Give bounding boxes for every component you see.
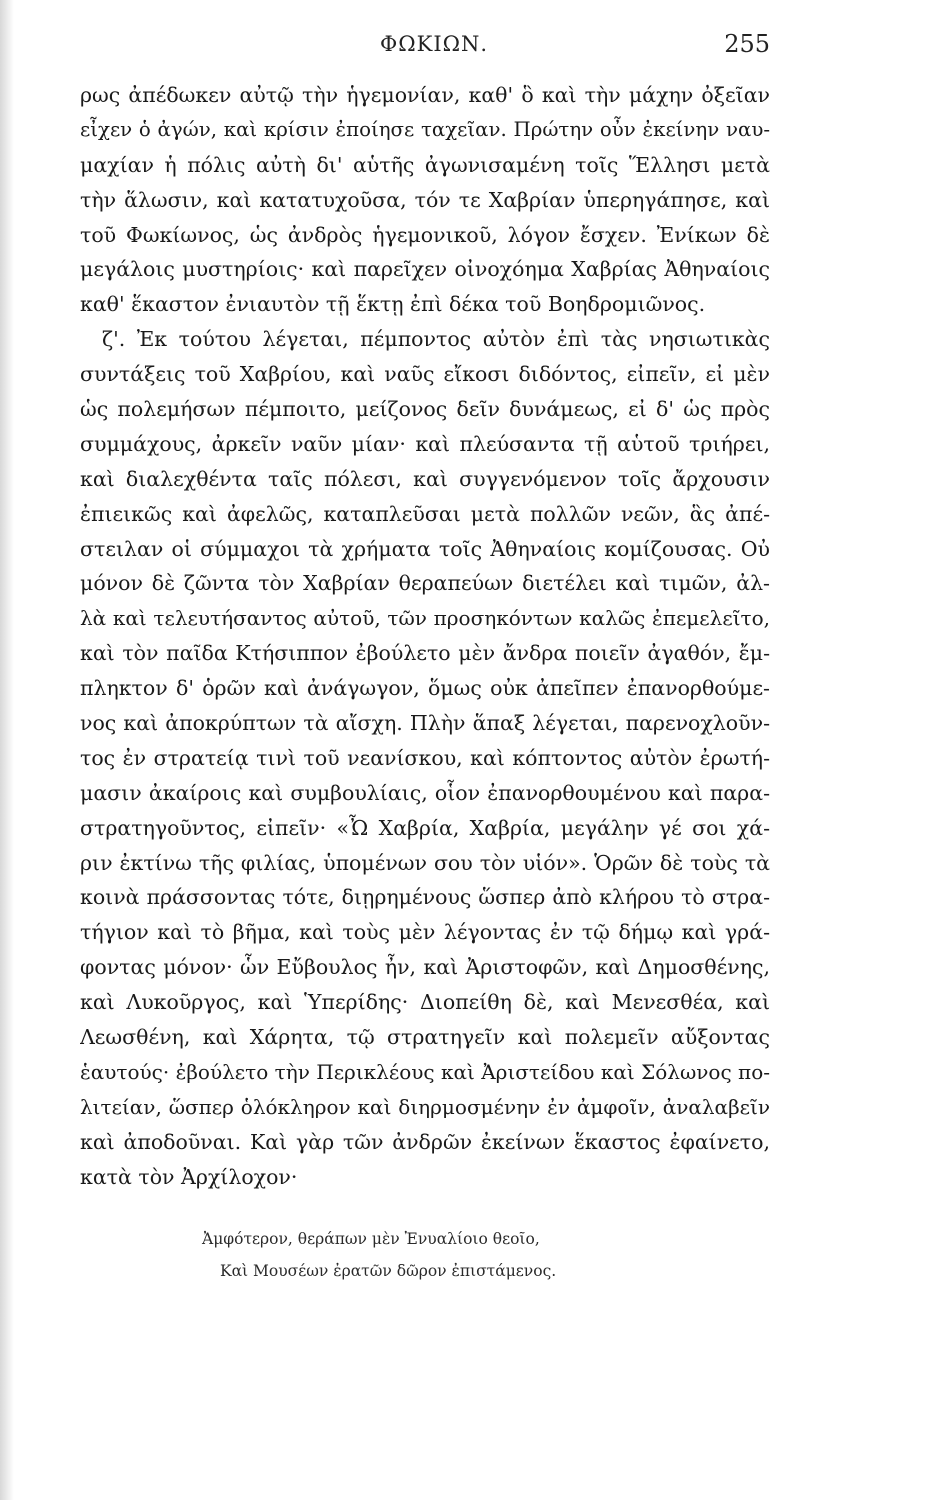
text-line: μόνον δὲ ζῶντα τὸν Χαβρίαν θεραπεύων διετέλει καὶ τιμῶν, ἀλ- xyxy=(80,571,770,596)
text-line: ὡς πολεμήσων πέμποιτο, μείζονος δεῖν δυνάμεως, εἰ δ' ὡς πρὸς xyxy=(80,397,770,422)
text-line: μαχίαν ἡ πόλις αὐτὴ δι' αὑτῆς ἀγωνισαμένη τοῖς Ἕλλησι μετὰ xyxy=(80,152,770,177)
text-line: λιτείαν, ὥσπερ ὁλόκληρον καὶ διηρμοσμένην ἐν ἀμφοῖν, ἀναλαβεῖν xyxy=(80,1094,770,1119)
text-line: λὰ καὶ τελευτήσαντος αὐτοῦ, τῶν προσηκόντων καλῶς ἐπεμελεῖτο, xyxy=(80,606,770,631)
text-line: καὶ τὸν παῖδα Κτήσιππον ἐβούλετο μὲν ἄνδρα ποιεῖν ἀγαθόν, ἔμ- xyxy=(80,641,770,666)
text-line: τοῦ Φωκίωνος, ὡς ἀνδρὸς ἡγεμονικοῦ, λόγον ἔσχεν. Ἐνίκων δὲ xyxy=(80,222,770,247)
verse-line: Καὶ Μουσέων ἐρατῶν δῶρον ἐπιστάμενος. xyxy=(220,1262,557,1280)
text-line: καθ' ἕκαστον ἐνιαυτὸν τῇ ἕκτῃ ἐπὶ δέκα τοῦ Βοηδρομιῶνος. xyxy=(80,292,706,317)
text-line: ἑαυτούς· ἐβούλετο τὴν Περικλέους καὶ Ἀριστείδου καὶ Σόλωνος πο- xyxy=(80,1059,770,1084)
text-line: εἶχεν ὁ ἀγών, καὶ κρίσιν ἐποίησε ταχεῖαν. Πρώτην οὖν ἐκείνην ναυ- xyxy=(80,117,770,141)
text-line: ριν ἐκτίνω τῆς φιλίας, ὑπομένων σου τὸν υἱόν». Ὁρῶν δὲ τοὺς τὰ xyxy=(80,850,770,875)
text-line: ρως ἀπέδωκεν αὐτῷ τὴν ἡγεμονίαν, καθ' ὃ καὶ τὴν μάχην ὀξεῖαν xyxy=(80,83,770,107)
text-line: συμμάχους, ἀρκεῖν ναῦν μίαν· καὶ πλεύσαντα τῇ αὑτοῦ τριήρει, xyxy=(80,431,770,456)
text-line: καὶ διαλεχθέντα ταῖς πόλεσι, καὶ συγγενόμενον τοῖς ἄρχουσιν xyxy=(80,466,770,491)
running-head xyxy=(80,32,770,66)
running-title: ΦΩΚΙΩΝ. xyxy=(380,32,489,56)
text-line: συντάξεις τοῦ Χαβρίου, καὶ ναῦς εἴκοσι διδόντος, εἰπεῖν, εἰ μὲν xyxy=(80,362,770,387)
text-line: μεγάλοις μυστηρίοις· καὶ παρεῖχεν οἰνοχόημα Χαβρίας Ἀθηναίοις xyxy=(80,257,770,282)
text-line: στειλαν οἱ σύμμαχοι τὰ χρήματα τοῖς Ἀθηναίοις κομίζουσας. Οὐ xyxy=(80,536,770,561)
text-line: ἐπιεικῶς καὶ ἀφελῶς, καταπλεῦσαι μετὰ πολλῶν νεῶν, ἃς ἀπέ- xyxy=(80,501,770,526)
text-line: καὶ ἀποδοῦναι. Καὶ γὰρ τῶν ἀνδρῶν ἐκείνων ἕκαστος ἐφαίνετο, xyxy=(80,1129,770,1154)
text-line: Λεωσθένη, καὶ Χάρητα, τῷ στρατηγεῖν καὶ πολεμεῖν αὔξοντας xyxy=(80,1025,770,1050)
text-line: κοινὰ πράσσοντας τότε, διῃρημένους ὥσπερ ἀπὸ κλήρου τὸ στρα- xyxy=(80,885,770,910)
text-line: πληκτον δ' ὁρῶν καὶ ἀνάγωγον, ὅμως οὐκ ἀπεῖπεν ἐπανορθούμε- xyxy=(80,676,770,701)
text-line: καὶ Λυκοῦργος, καὶ Ὑπερίδης· Διοπείθη δὲ, καὶ Μενεσθέα, καὶ xyxy=(80,990,770,1015)
text-line: τὴν ἅλωσιν, καὶ κατατυχοῦσα, τόν τε Χαβρίαν ὑπερηγάπησε, καὶ xyxy=(80,187,770,212)
text-line: μασιν ἀκαίροις καὶ συμβουλίαις, οἷον ἐπανορθουμένου καὶ παρα- xyxy=(80,780,770,805)
text-line: τήγιον καὶ τὸ βῆμα, καὶ τοὺς μὲν λέγοντας ἐν τῷ δήμῳ καὶ γρά- xyxy=(80,920,770,945)
text-line: τος ἐν στρατείᾳ τινὶ τοῦ νεανίσκου, καὶ κόπτοντος αὐτὸν ἐρωτή- xyxy=(80,745,770,770)
text-line: στρατηγοῦντος, εἰπεῖν· «Ὦ Χαβρία, Χαβρία, μεγάλην γέ σοι χά- xyxy=(80,815,770,840)
text-line: φοντας μόνον· ὧν Εὔβουλος ἦν, καὶ Ἀριστοφῶν, καὶ Δημοσθένης, xyxy=(80,955,770,980)
verse-line: Ἀμφότερον, θεράπων μὲν Ἐνυαλίοιο θεοῖο, xyxy=(202,1230,540,1248)
body-text xyxy=(80,78,770,1195)
text-line: κατὰ τὸν Ἀρχίλοχον· xyxy=(80,1164,298,1189)
page-number: 255 xyxy=(724,30,770,58)
text-line: νος καὶ ἀποκρύπτων τὰ αἴσχη. Πλὴν ἅπαξ λέγεται, παρενοχλοῦν- xyxy=(80,711,770,736)
chapter-start-line: ζ'. Ἐκ τούτου λέγεται, πέμποντος αὐτὸν ἐπὶ τὰς νησιωτικὰς xyxy=(102,327,770,352)
page-edge-shadow xyxy=(0,0,14,1500)
verse-quotation xyxy=(80,1223,770,1287)
